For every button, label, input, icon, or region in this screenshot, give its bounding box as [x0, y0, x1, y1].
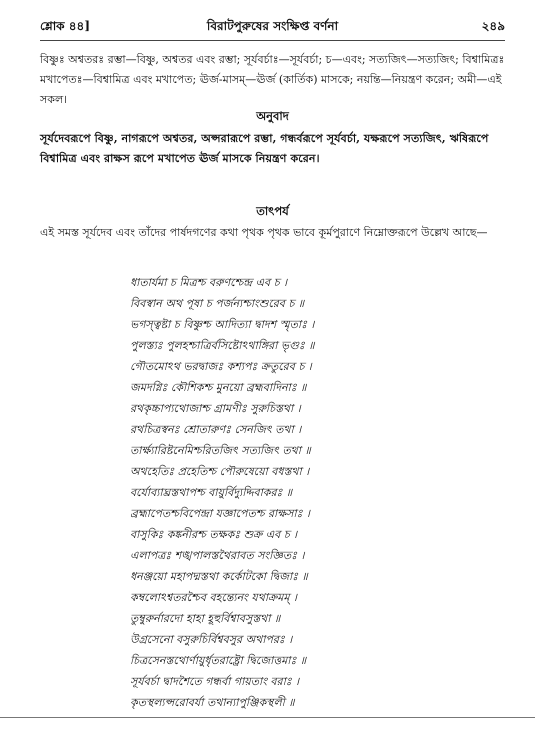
verse-line: ধনঞ্জয়ো মহাপদ্মস্তথা কর্কোটকো দ্বিজাঃ ॥: [130, 570, 308, 583]
translation-heading: অনুবাদ: [256, 109, 289, 123]
page-bottom-rule: [0, 717, 535, 718]
verse-line: ভগস্ত্বষ্টা চ বিষ্ণুশ্চ আদিত্যা দ্বাদশ স্মৃতাঃ ।: [130, 318, 315, 331]
verse-line: সূর্যবর্চা দ্বাদশৈতে গন্ধর্বা গায়তাং বরাঃ ।: [130, 675, 300, 688]
page-number: ২৪৯: [481, 19, 505, 33]
verse-line: কৃতস্থল্যপ্সরোবর্যা তথান্যাপুঞ্জিকস্থলী ॥: [130, 696, 295, 709]
verse-line: বিবস্বান অথ পূষা চ পর্জন্যশ্চাংশুরেব চ ॥: [130, 297, 305, 310]
verse-line: বর্যোব্যাঘ্রস্তথাপশ্চ বায়ুর্বিদ্যুদ্দিবাকরঃ ॥: [130, 486, 293, 499]
sanskrit-verses: [130, 272, 505, 713]
purport-heading: তাৎপর্য: [256, 204, 289, 218]
verse-line: তুম্বুরুর্নারদো হাহা হূহুর্বিশ্বাবসুস্তথা ॥: [130, 612, 281, 625]
verse-line: ব্রহ্মাপেতশ্চবিপেন্দ্রা যজ্ঞাপেতশ্চ রাক্ষসাঃ ।: [130, 507, 310, 520]
verse-reference: শ্লোক ৪৪]: [40, 19, 91, 33]
verse-line: উগ্রসেনো বসুরুচির্বিশ্ববসুর অথাপরঃ ।: [130, 633, 293, 646]
verse-line: পুলস্ত্যঃ পুলহশ্চাত্রির্বসিষ্টোঽথাঙ্গিরা ভৃগুঃ ॥: [130, 339, 315, 352]
verse-line: জমদগ্নিঃ কৌশিকশ্চ মুনয়ো ব্রহ্মবাদিনাঃ ॥: [130, 381, 307, 394]
chapter-title: বিরাটপুরুষের সংক্ষিপ্ত বর্ণনা: [206, 19, 339, 33]
purport-text: এই সমস্ত সূর্যদেব এবং তাঁদের পার্ষদগণের কথা পৃথক পৃথক ভাবে কূর্মপুরাণে নিম্নোক্তরূপে উল্লেখ আছে—: [40, 226, 488, 239]
header-divider: [40, 40, 505, 41]
verse-line: রথচিত্রস্বনঃ শ্রোতারুণঃ সেনজিৎ তথা ।: [130, 423, 302, 436]
verse-line: ধাতার্যমা চ মিত্রশ্চ বরুণশ্চেন্দ্র এব চ ।: [130, 276, 288, 289]
verse-line: বাসুকিঃ কঙ্কনীরশ্চ তক্ষকঃ শুক্র এব চ ।: [130, 528, 298, 541]
verse-line: কম্বলোঽশ্বতরশ্চৈব বহন্ত্যেনং যথাক্রমম্ ।: [130, 591, 297, 604]
verse-line: রথকৃচ্চাপ্যথোজাশ্চ গ্রামণীঃ সুরুচিস্তথা ।: [130, 402, 301, 415]
word-meanings: বিষ্ণুঃ অশ্বতরঃ রম্ভা—বিষ্ণু, অশ্বতর এবং রম্ভা; সূর্যবর্চাঃ—সূর্যবর্চা; চ—এবং; সত্যজিৎ—সত্যজিৎ; বিশ্বামিত্রঃ মখাপেতঃ—বিশ্বামিত্র এবং মখাপেত; ঊর্জ-মাসম্—ঊর্জ (কার্তিক) মাসকে; নয়ন্তি—নিয়ন্ত্রণ করেন; অমী—এই সকল।: [40, 53, 505, 106]
verse-line: চিত্রসেনস্তথোর্ণায়ুর্ধৃতরাষ্ট্রো দ্বিজোত্তমাঃ ॥: [130, 654, 307, 667]
verse-line: তার্ক্ষ্যারিষ্টনেমিশ্চরিতজিৎ সত্যজিৎ তথা ॥: [130, 444, 311, 457]
translation-text: সূর্যদেবরূপে বিষ্ণু, নাগরূপে অশ্বতর, অপ্সরারূপে রম্ভা, গন্ধর্বরূপে সূর্যবর্চা, যক্ষরূপে সত্যজিৎ, ঋষিরূপে বিশ্বামিত্র এবং রাক্ষস রূপে মখাপেত ঊর্জ মাসকে নিয়ন্ত্রণ করেন।: [40, 131, 489, 165]
verse-line: এলাপত্রঃ শঙ্খপালস্তথৈরাবত সংজ্ঞিতঃ ।: [130, 549, 305, 562]
verse-line: অথহেতিঃ প্রহেতিশ্চ পৌরুষেয়ো বধস্তথা ।: [130, 465, 310, 478]
verse-line: গৌতমোঽথ ভরদ্বাজঃ কশ্যপঃ ক্রতুরেব চ ।: [130, 360, 312, 373]
running-header: [40, 18, 505, 38]
